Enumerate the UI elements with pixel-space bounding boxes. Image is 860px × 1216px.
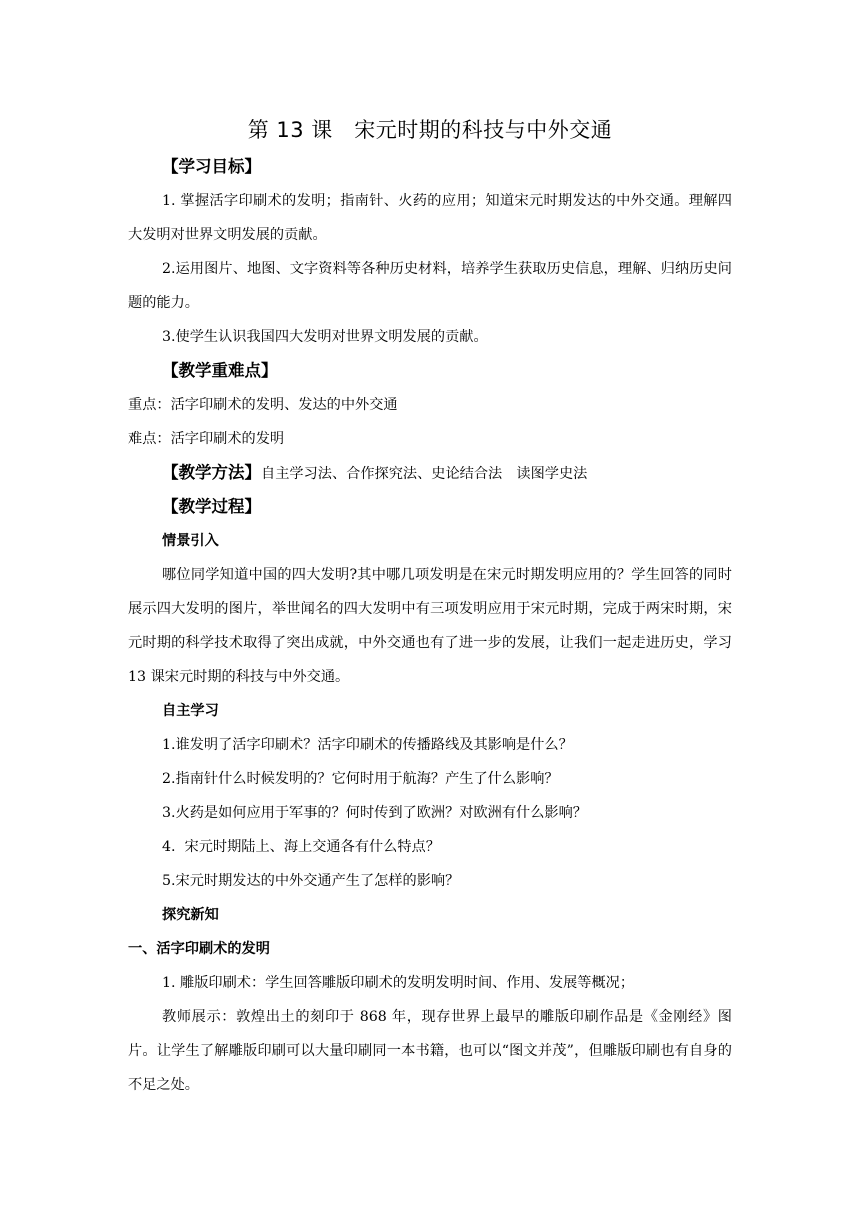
question-1: 1.谁发明了活字印刷术？活字印刷术的传播路线及其影响是什么？: [162, 737, 573, 753]
intro-heading: 情景引入: [162, 533, 219, 549]
page-title: 第 13 课 宋元时期的科技与中外交通: [247, 118, 613, 142]
explore-heading: 探究新知: [162, 907, 219, 923]
objective-2: 2.运用图片、地图、文字资料等各种历史材料，培养学生获取历史信息，理解、归纳历史问题的能力。: [128, 261, 732, 311]
part-one-heading: 一、活字印刷术的发明: [128, 941, 270, 957]
document-body: [128, 150, 732, 1102]
question-5: 5.宋元时期发达的中外交通产生了怎样的影响？: [162, 873, 460, 889]
methods-row: [128, 456, 732, 490]
intro-text: 哪位同学知道中国的四大发明?其中哪几项发明是在宋元时期发明应用的？学生回答的同时展示四大发明的图片，举世闻名的四大发明中有三项发明应用于宋元时期，完成于两宋时期，宋元时期的科学技术取得了突出成就，中外交通也有了进一步的发展，让我们一起走进历史，学习 13 课宋元时期的科技与中外交通。: [128, 567, 732, 685]
question-4: 4. 宋元时期陆上、海上交通各有什么特点？: [162, 839, 440, 855]
key-point: 重点：活字印刷术的发明、发达的中外交通: [128, 397, 398, 413]
process-heading: 【教学过程】: [162, 497, 261, 516]
question-2: 2.指南针什么时候发明的？它何时用于航海？产生了什么影响？: [162, 771, 559, 787]
objective-3: 3.使学生认识我国四大发明对世界文明发展的贡献。: [162, 329, 488, 345]
self-study-heading: 自主学习: [162, 703, 219, 719]
objective-1: 1. 掌握活字印刷术的发明；指南针、火药的应用；知道宋元时期发达的中外交通。理解四大发明对世界文明发展的贡献。: [128, 193, 732, 243]
question-3: 3.火药是如何应用于军事的？何时传到了欧洲？对欧洲有什么影响？: [162, 805, 587, 821]
methods-heading: 【教学方法】: [162, 463, 261, 482]
part-one-item-1: 1. 雕版印刷术：学生回答雕版印刷术的发明发明时间、作用、发展等概况；: [162, 975, 635, 991]
objectives-heading: 【学习目标】: [162, 157, 261, 176]
difficult-point: 难点：活字印刷术的发明: [128, 431, 285, 447]
part-one-item-2: 教师展示：敦煌出土的刻印于 868 年，现存世界上最早的雕版印刷作品是《金刚经》图片。让学生了解雕版印刷可以大量印刷同一本书籍，也可以“图文并茂”，但雕版印刷也有自身的不足之处。: [128, 1009, 732, 1093]
methods-text: 自主学习法、合作探究法、史论结合法 读图学史法: [261, 466, 588, 482]
key-points-heading: 【教学重难点】: [162, 361, 278, 380]
